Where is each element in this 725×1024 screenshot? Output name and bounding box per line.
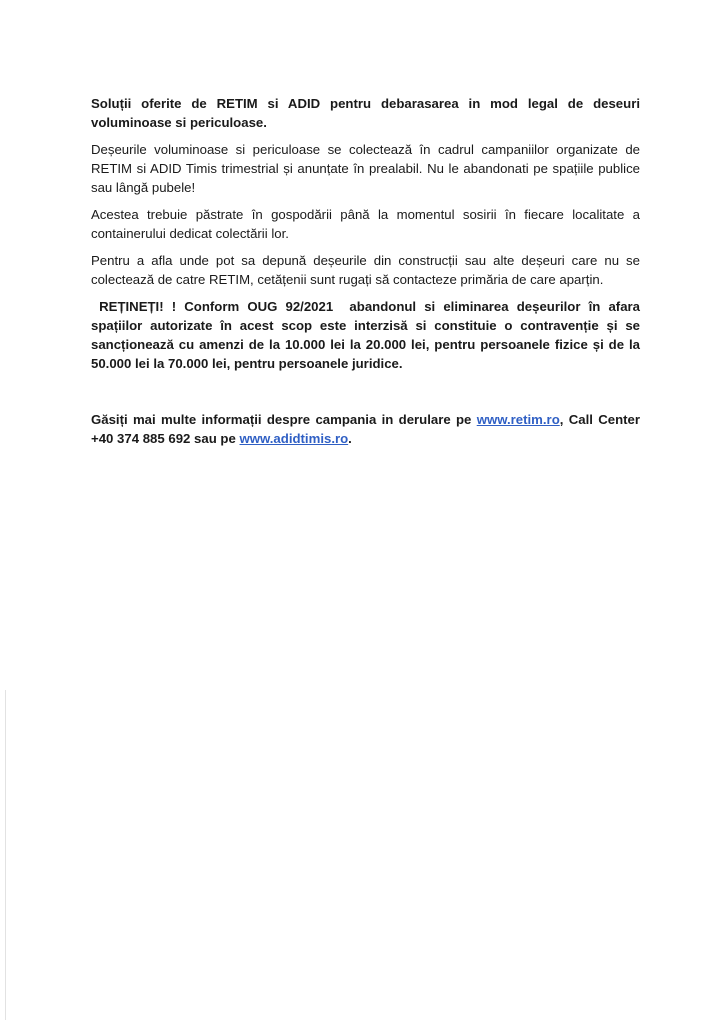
contact-paragraph <box>91 410 640 448</box>
legal-notice: REȚINEȚI! ! Conform OUG 92/2021 abandonul si eliminarea deșeurilor în afara spațiilor autorizate în acest scop este interzisă si constituie o contravenție și se sancționează cu amenzi de la 10.000 lei la 20.000 lei, pentru persoanele fizice și de la 50.000 lei la 70.000 lei, pentru persoanele juridice. <box>91 299 644 371</box>
paragraph-storage-instructions: Acestea trebuie păstrate în gospodării până la momentul sosirii în fiecare localitate a containerului dedicat colectării lor. <box>91 207 640 241</box>
link-retim[interactable]: www.retim.ro <box>476 412 560 427</box>
document-heading: Soluții oferite de RETIM si ADID pentru debarasarea in mod legal de deseuri voluminoase si periculoase. <box>91 96 640 130</box>
document-body <box>91 94 644 456</box>
paragraph-collection-campaigns: Deșeurile voluminoase si periculoase se colectează în cadrul campaniilor organizate de RETIM si ADID Timis trimestrial și anunțate în prealabil. Nu le abandonati pe spațiile publice sau lângă pubele! <box>91 142 640 195</box>
contact-call-center: , Call Center +40 374 885 692 sau pe <box>91 412 641 446</box>
scan-margin-line <box>5 690 6 1020</box>
contact-prefix: Găsiți mai multe informații despre campania in derulare pe <box>91 412 477 427</box>
link-adidtimis[interactable]: www.adidtimis.ro <box>239 431 349 446</box>
spacer <box>91 381 640 410</box>
paragraph-construction-waste: Pentru a afla unde pot sa depună deșeurile din construcții sau alte deșeuri care nu se colectează de catre RETIM, cetățenii sunt rugați să contacteze primăria de care aparțin. <box>91 253 640 287</box>
contact-suffix: . <box>348 431 352 446</box>
